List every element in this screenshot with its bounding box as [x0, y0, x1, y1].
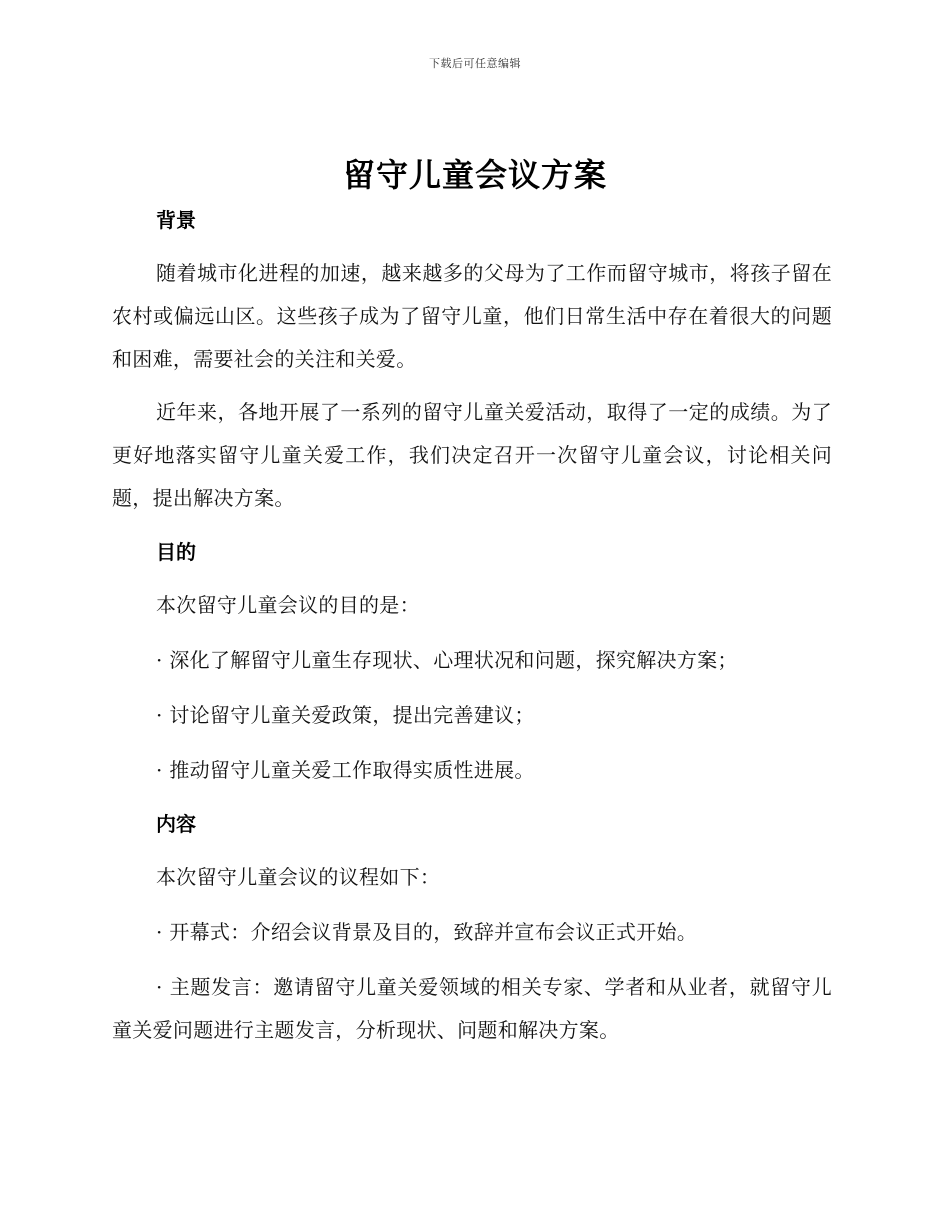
purpose-item-2: · 讨论留守儿童关爱政策，提出完善建议； — [156, 703, 535, 727]
content-item-2: · 主题发言：邀请留守儿童关爱领域的相关专家、学者和从业者，就留守儿童关爱问题进行主题发言，分析现状、问题和解决方案。 — [112, 975, 832, 1042]
purpose-item-3: · 推动留守儿童关爱工作取得实质性进展。 — [156, 758, 535, 782]
section-heading-content: 内容 — [156, 812, 196, 836]
document-body — [112, 200, 832, 1052]
content-item-1: · 开幕式：介绍会议背景及目的，致辞并宣布会议正式开始。 — [156, 920, 698, 944]
purpose-item-1: · 深化了解留守儿童生存现状、心理状况和问题，探究解决方案； — [156, 648, 738, 672]
document-title: 留守儿童会议方案 — [342, 156, 607, 194]
page-header-note: 下载后可任意编辑 — [429, 57, 521, 70]
section-heading-background: 背景 — [156, 208, 196, 232]
section-heading-purpose: 目的 — [156, 540, 196, 564]
background-paragraph-2: 近年来，各地开展了一系列的留守儿童关爱活动，取得了一定的成绩。为了更好地落实留守儿童关爱工作，我们决定召开一次留守儿童会议，讨论相关问题，提出解决方案。 — [112, 400, 832, 510]
background-paragraph-1: 随着城市化进程的加速，越来越多的父母为了工作而留守城市，将孩子留在农村或偏远山区。这些孩子成为了留守儿童，他们日常生活中存在着很大的问题和困难，需要社会的关注和关爱。 — [112, 261, 832, 371]
purpose-intro: 本次留守儿童会议的目的是： — [156, 593, 420, 617]
content-intro: 本次留守儿童会议的议程如下： — [156, 865, 441, 889]
